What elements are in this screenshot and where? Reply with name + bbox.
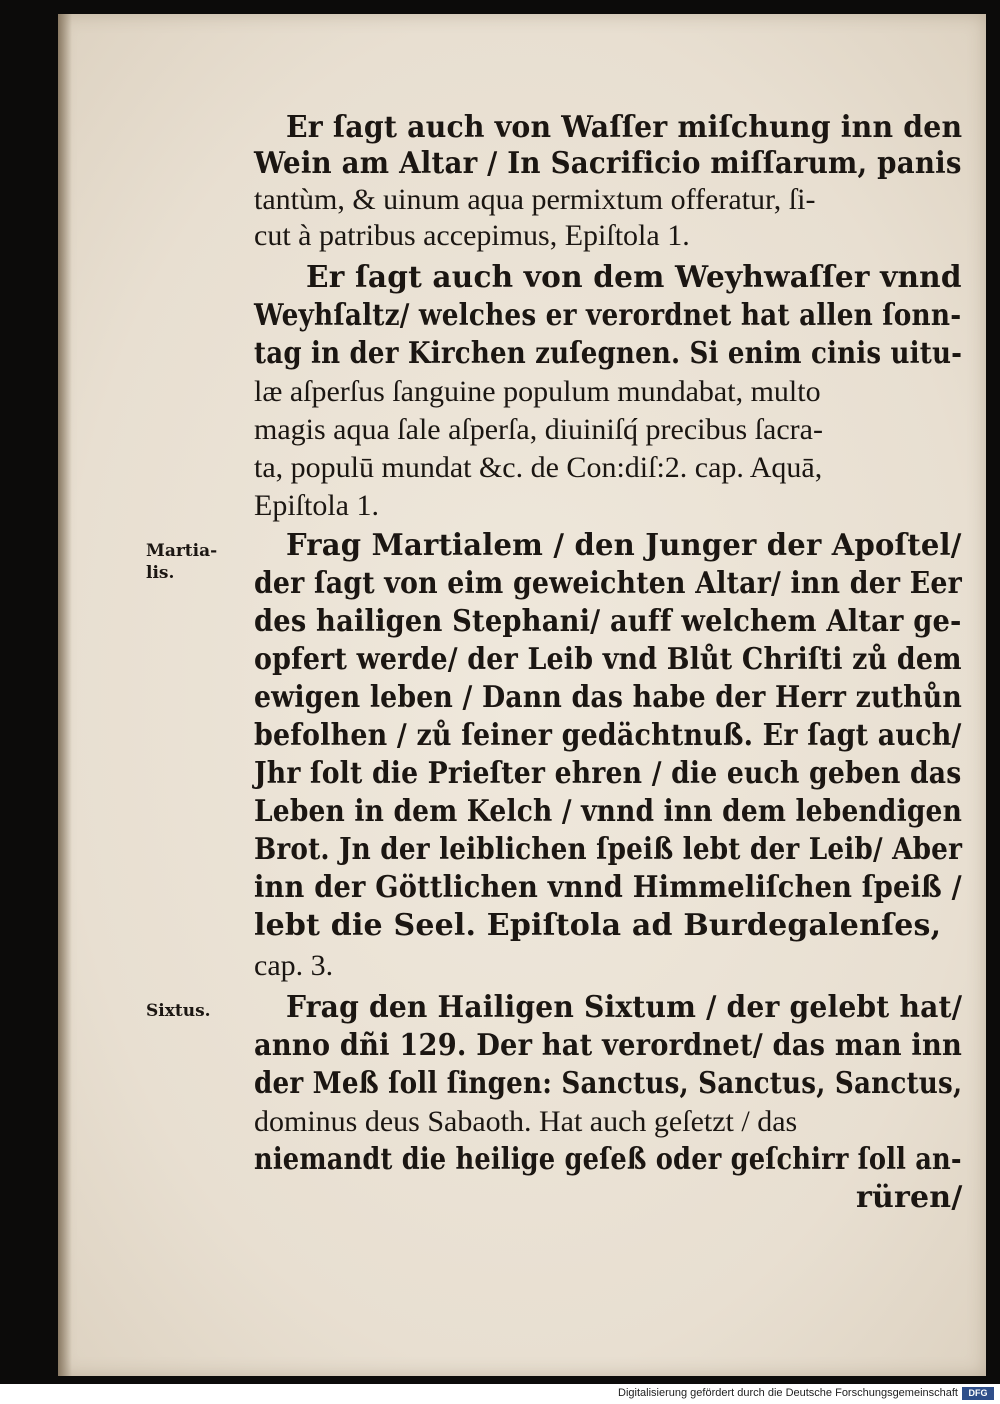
text-line: ewigen leben / Dann das habe der Herr zuthůn	[254, 680, 962, 715]
margin-note: lis.	[146, 563, 175, 583]
text-line: Jhr ſolt die Prieſter ehren / die euch geben das	[254, 756, 962, 791]
page-gutter-shadow	[58, 14, 72, 1376]
text-line: inn der Göttlichen vnnd Himmeliſchen ſpeiß /	[254, 870, 962, 905]
text-line: befolhen / zů ſeiner gedächtnuß. Er ſagt auch/	[254, 718, 962, 753]
text-line: der ſagt von eim geweichten Altar/ inn der Eer	[254, 566, 962, 601]
text-line: Frag Martialem / den Junger der Apoſtel/	[286, 528, 962, 563]
text-line: lebt die Seel. Epiſtola ad Burdegalenſes,	[254, 908, 942, 943]
margin-note: Sixtus.	[146, 1001, 211, 1021]
text-line: Er ſagt auch von dem Weyhwaſſer vnnd	[306, 260, 962, 295]
text-line: cap. 3.	[254, 949, 334, 982]
footer-bar	[0, 1384, 1000, 1404]
text-line: tantùm, & uinum aqua permixtum offeratur, ſi-	[254, 183, 816, 216]
footer-credit: Digitalisierung gefördert durch die Deutsche Forschungsgemeinschaft	[618, 1387, 958, 1399]
text-line: cut à patribus accepimus, Epiſtola 1.	[254, 219, 690, 252]
text-line: opfert werde/ der Leib vnd Blůt Chriſti zů dem	[254, 642, 962, 677]
text-line: der Meß ſoll ſingen: Sanctus, Sanctus, Sanctus,	[254, 1066, 963, 1101]
text-line: anno dñi 129. Der hat verordnet/ das man inn	[254, 1028, 962, 1063]
text-line: Wein am Altar / In Sacrificio miſſarum, panis	[254, 146, 962, 181]
text-line: tag in der Kirchen zuſegnen. Si enim cinis uitu-	[254, 336, 963, 371]
text-line: Brot. Jn der leiblichen ſpeiß lebt der Leib/ Aber	[254, 832, 963, 867]
catchword: rüren/	[856, 1180, 963, 1215]
text-line: des hailigen Stephani/ auff welchem Altar ge-	[254, 604, 962, 639]
text-line: Er ſagt auch von Waſſer miſchung inn den	[286, 110, 963, 145]
dfg-logo-icon: DFG	[962, 1387, 994, 1400]
text-line: læ aſperſus ſanguine populum mundabat, multo	[254, 375, 821, 408]
text-line: dominus deus Sabaoth. Hat auch geſetzt / das	[254, 1105, 798, 1138]
text-line: ta, populū mundat &c. de Con:diſ:2. cap. Aquā,	[254, 451, 823, 484]
text-line: Leben in dem Kelch / vnnd inn dem lebendigen	[254, 794, 963, 829]
text-line: Weyhſaltz/ welches er verordnet hat allen ſonn-	[254, 298, 962, 333]
text-line: Epiſtola 1.	[254, 489, 379, 522]
text-line: niemandt die heilige geſeß oder geſchirr ſoll an-	[254, 1142, 962, 1177]
margin-note: Martia-	[146, 541, 218, 561]
text-line: Frag den Hailigen Sixtum / der gelebt hat/	[286, 990, 963, 1025]
text-line: magis aqua ſale aſperſa, diuiniſq́ precibus ſacra-	[254, 413, 823, 446]
